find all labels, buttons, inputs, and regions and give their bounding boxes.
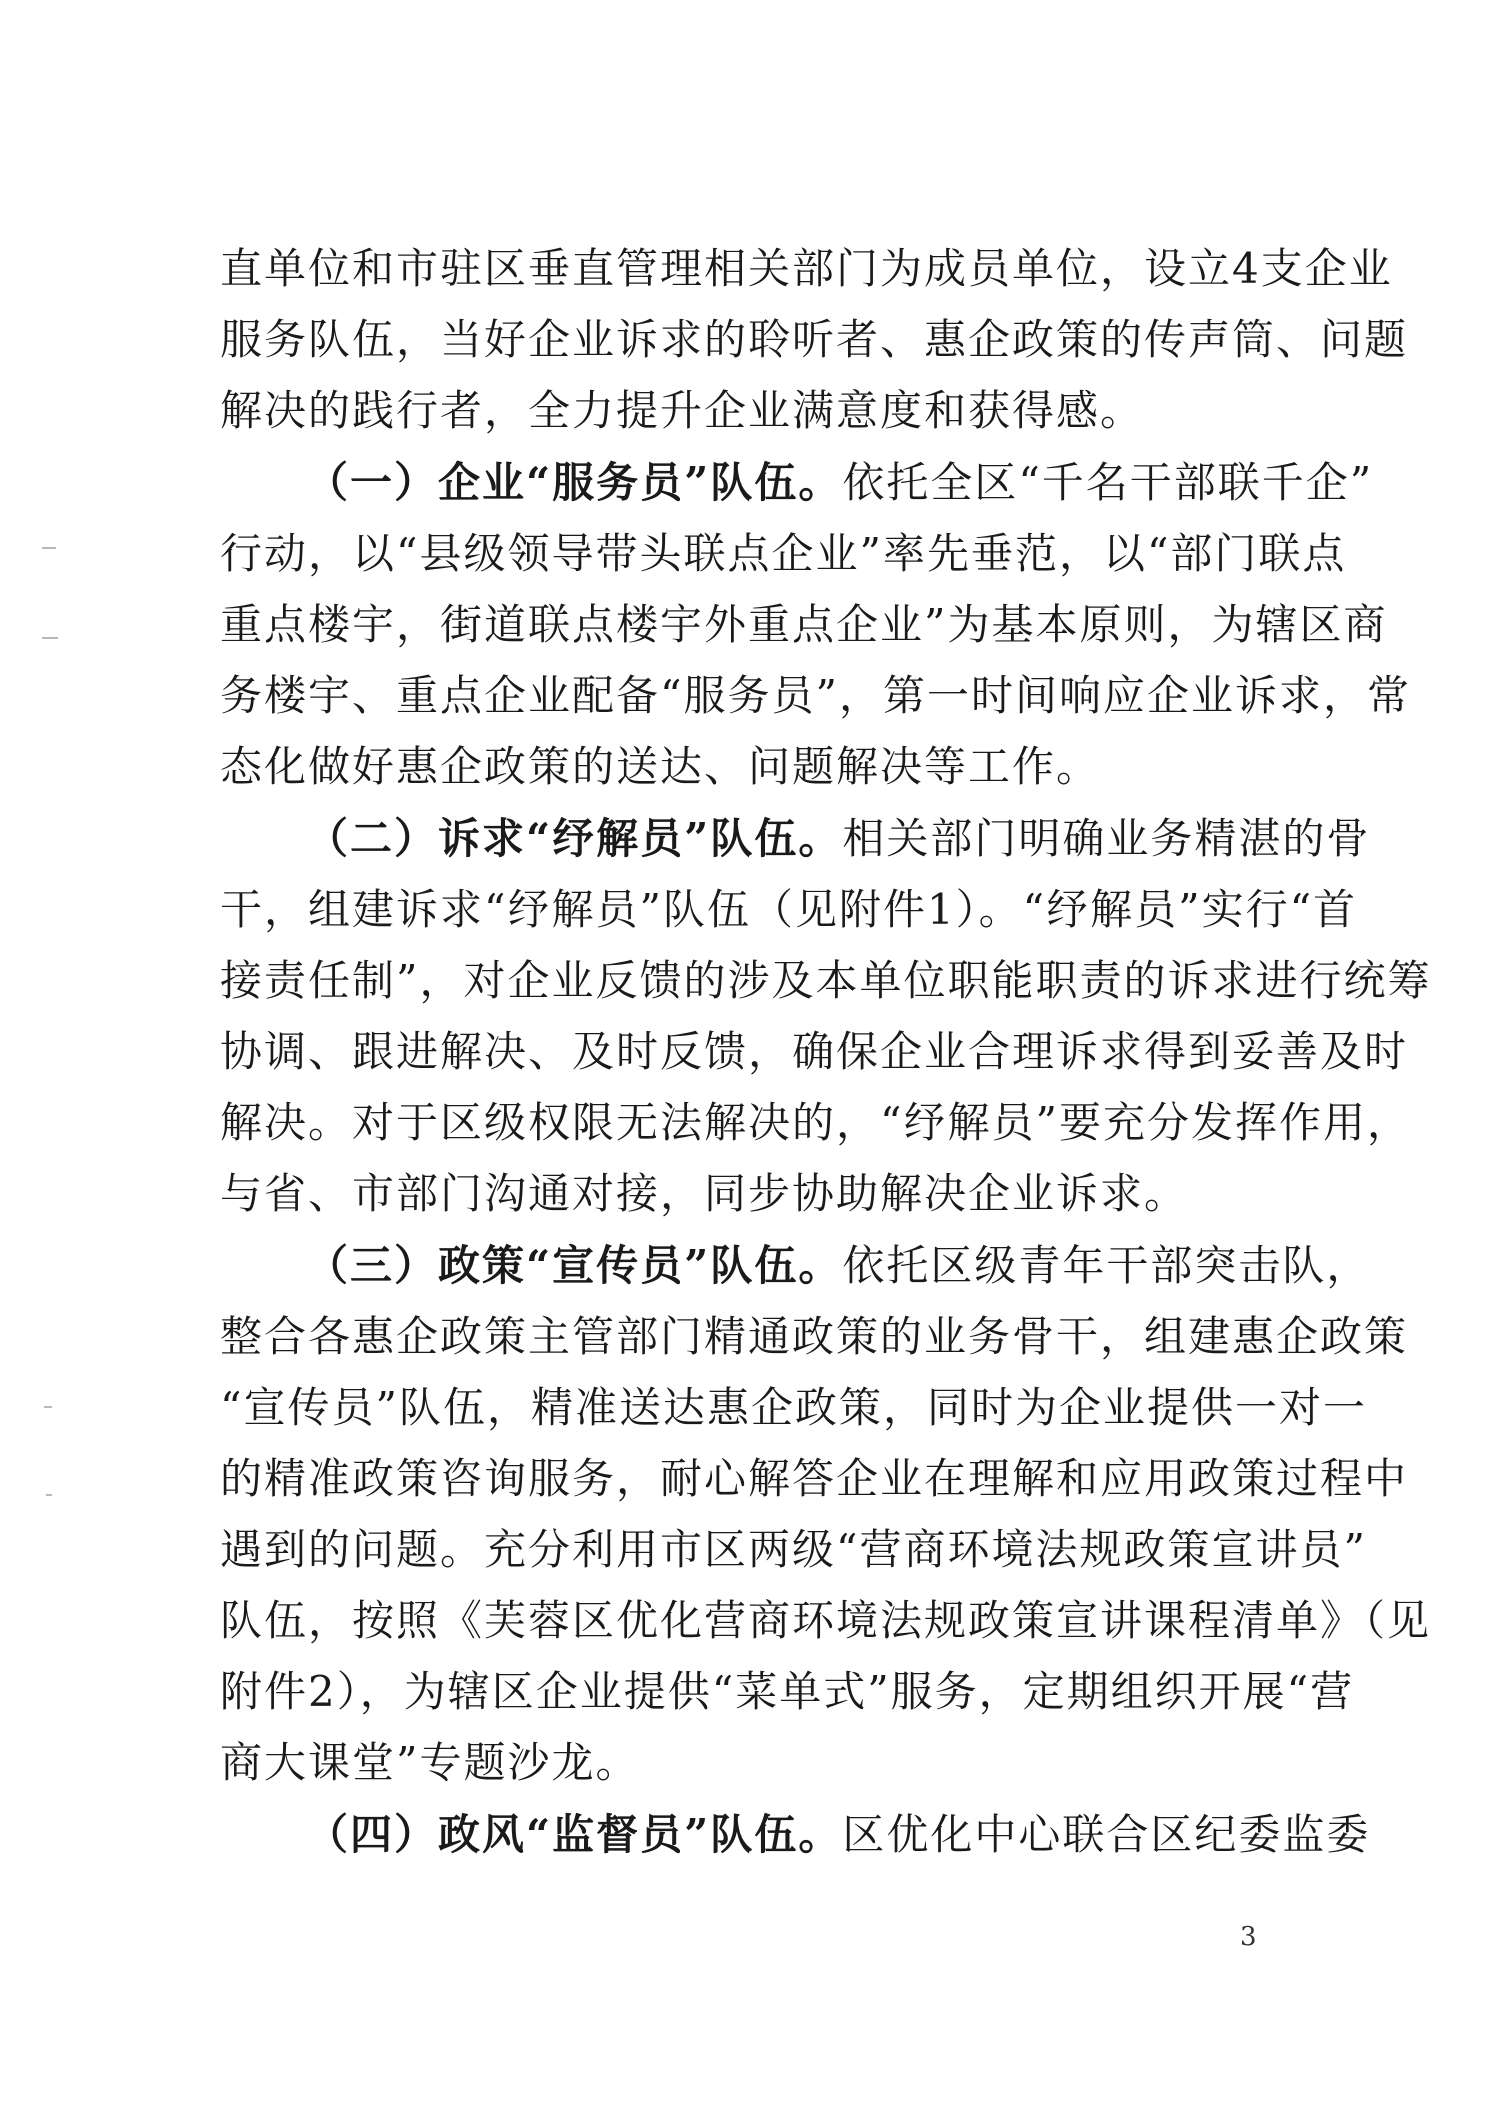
section-heading-2: （二）诉求“纾解员”队伍。 [306, 814, 843, 863]
section-heading-1: （一）企业“服务员”队伍。 [306, 458, 843, 507]
margin-scan-mark [42, 637, 58, 639]
body-text: 相关部门明确业务精湛的骨 [842, 814, 1371, 863]
section-heading-line [306, 448, 1374, 518]
page-number: 3 [1240, 1922, 1257, 1952]
body-text-line: 的精准政策咨询服务，耐心解答企业在理解和应用政策过程中 [220, 1454, 1409, 1503]
margin-scan-mark [46, 1494, 52, 1496]
body-text-line: 与省、市部门沟通对接，同步协助解决企业诉求。 [220, 1169, 1189, 1218]
body-text-line: 行动，以“县级领导带头联点企业”率先垂范，以“部门联点 [220, 529, 1347, 578]
body-text-line: 附件2），为辖区企业提供“菜单式”服务，定期组织开展“营 [220, 1667, 1355, 1716]
margin-scan-mark [42, 547, 56, 549]
body-text-line: 队伍，按照《芙蓉区优化营商环境法规政策宣讲课程清单》（见 [220, 1596, 1432, 1645]
section-heading-line [306, 1800, 1371, 1870]
body-text-line: 整合各惠企政策主管部门精通政策的业务骨干，组建惠企政策 [220, 1312, 1409, 1361]
body-text-line: 干，组建诉求“纾解员”队伍（见附件1）。“纾解员”实行“首 [220, 885, 1358, 934]
body-text-line: 商大课堂”专题沙龙。 [220, 1738, 640, 1787]
body-text-line: 态化做好惠企政策的送达、问题解决等工作。 [220, 742, 1101, 791]
body-text-line: 直单位和市驻区垂直管理相关部门为成员单位，设立4支企业 [220, 244, 1393, 293]
section-heading-line [306, 1231, 1371, 1301]
body-text: 区优化中心联合区纪委监委 [842, 1810, 1371, 1859]
section-heading-4: （四）政风“监督员”队伍。 [306, 1810, 843, 1859]
body-text-line: 服务队伍，当好企业诉求的聆听者、惠企政策的传声筒、问题 [220, 315, 1409, 364]
section-heading-line [306, 804, 1371, 874]
body-text-line: 解决的践行者，全力提升企业满意度和获得感。 [220, 386, 1145, 435]
body-text-line: 解决。对于区级权限无法解决的，“纾解员”要充分发挥作用， [220, 1098, 1411, 1147]
body-text-line: 重点楼宇，街道联点楼宇外重点企业”为基本原则，为辖区商 [220, 600, 1388, 649]
body-text: 依托区级青年干部突击队， [842, 1241, 1371, 1290]
body-text-line: 务楼宇、重点企业配备“服务员”，第一时间响应企业诉求，常 [220, 671, 1411, 720]
margin-scan-mark [44, 1406, 52, 1408]
section-heading-3: （三）政策“宣传员”队伍。 [306, 1241, 843, 1290]
body-text-line: 遇到的问题。充分利用市区两级“营商环境法规政策宣讲员” [220, 1525, 1367, 1574]
body-text-line: 接责任制”，对企业反馈的涉及本单位职能职责的诉求进行统筹 [220, 956, 1432, 1005]
body-text-line: “宣传员”队伍，精准送达惠企政策，同时为企业提供一对一 [220, 1383, 1367, 1432]
body-text-line: 协调、跟进解决、及时反馈，确保企业合理诉求得到妥善及时 [220, 1027, 1409, 1076]
body-text: 依托全区“千名干部联千企” [842, 458, 1374, 507]
